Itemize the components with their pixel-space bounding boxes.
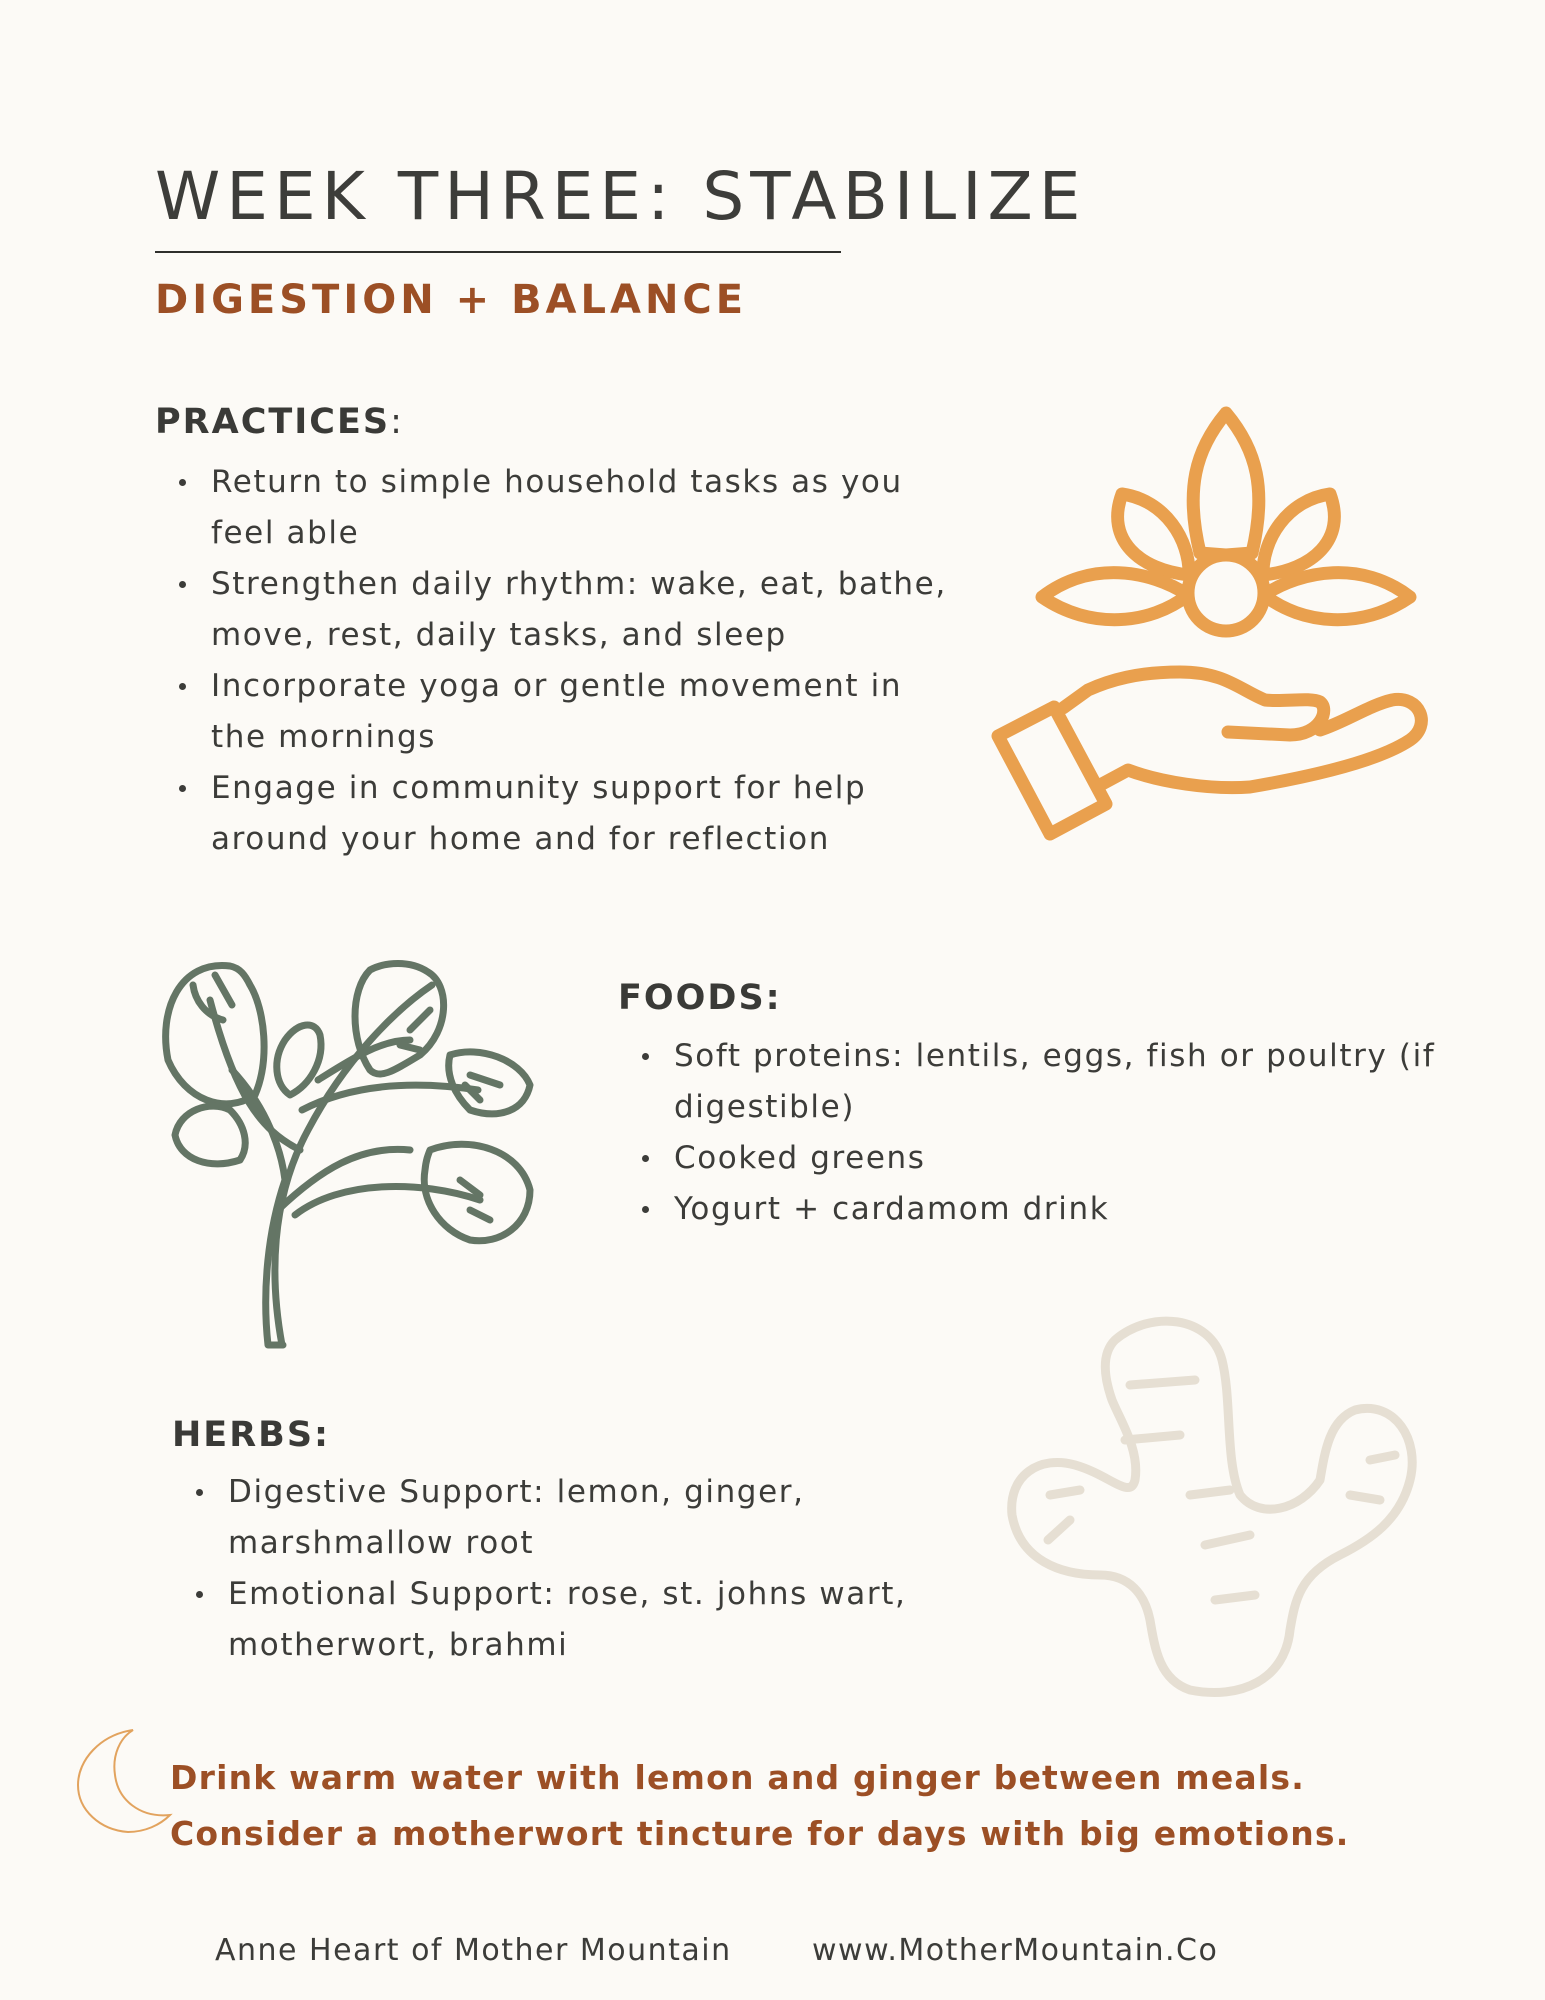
herbs-list bbox=[172, 1467, 972, 1671]
list-item: Return to simple household tasks as you feel able bbox=[155, 457, 955, 559]
herbs-heading: HERBS: bbox=[172, 1415, 331, 1455]
crescent-moon-icon bbox=[70, 1725, 180, 1835]
leafy-greens-icon bbox=[150, 955, 540, 1360]
footer-author: Anne Heart of Mother Mountain bbox=[215, 1933, 732, 1968]
ginger-root-icon bbox=[1000, 1310, 1420, 1700]
list-item: Incorporate yoga or gentle movement in the mornings bbox=[155, 661, 955, 763]
list-item: Soft proteins: lentils, eggs, fish or poultry (if digestible) bbox=[618, 1031, 1448, 1133]
tip-line-2: Consider a motherwort tincture for days with big emotions. bbox=[170, 1814, 1350, 1853]
flower-in-hand-icon bbox=[980, 400, 1440, 850]
list-item: Yogurt + cardamom drink bbox=[618, 1184, 1448, 1235]
list-item: Cooked greens bbox=[618, 1133, 1448, 1184]
practices-heading-text: PRACTICES bbox=[155, 402, 391, 442]
tip-line-1: Drink warm water with lemon and ginger between meals. bbox=[170, 1758, 1305, 1797]
foods-heading: FOODS: bbox=[618, 978, 782, 1018]
foods-list bbox=[618, 1031, 1448, 1235]
list-item: Digestive Support: lemon, ginger, marshmallow root bbox=[172, 1467, 972, 1569]
list-item: Strengthen daily rhythm: wake, eat, bathe, move, rest, daily tasks, and sleep bbox=[155, 559, 955, 661]
list-item: Engage in community support for help around your home and for reflection bbox=[155, 763, 955, 865]
page-title: WEEK THREE: STABILIZE bbox=[155, 158, 1087, 235]
page-subtitle: DIGESTION + BALANCE bbox=[155, 277, 748, 323]
footer-website: www.MotherMountain.Co bbox=[812, 1933, 1219, 1968]
practices-heading-colon: : bbox=[390, 402, 404, 442]
practices-heading bbox=[155, 402, 404, 442]
practices-list bbox=[155, 457, 955, 865]
title-underline bbox=[155, 251, 841, 253]
list-item: Emotional Support: rose, st. johns wart, motherwort, brahmi bbox=[172, 1569, 972, 1671]
